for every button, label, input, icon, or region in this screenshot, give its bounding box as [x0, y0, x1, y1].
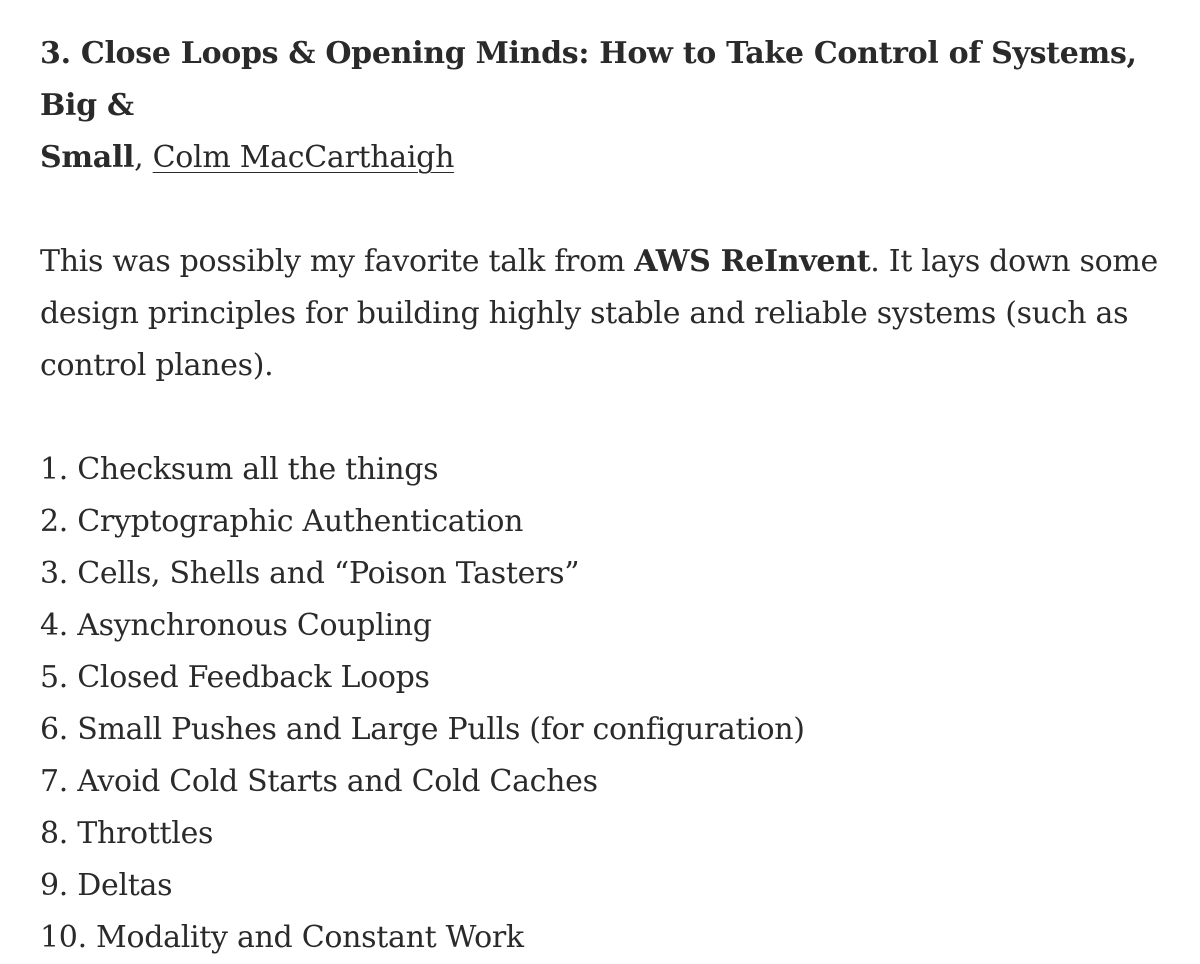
title-separator: ,: [134, 140, 144, 175]
intro-paragraph: [40, 236, 1160, 392]
list-item: 5. Closed Feedback Loops: [40, 660, 430, 695]
intro-text-line2: design principles for building highly stable and reliable systems (such as: [40, 296, 1129, 331]
author-link[interactable]: Colm MacCarthaigh: [152, 140, 455, 175]
list-item: 6. Small Pushes and Large Pulls (for configuration): [40, 712, 805, 747]
list-item: 8. Throttles: [40, 816, 214, 851]
list-item: 1. Checksum all the things: [40, 452, 439, 487]
list-item: 10. Modality and Constant Work: [40, 920, 524, 955]
list-item: 3. Cells, Shells and “Poison Tasters”: [40, 556, 580, 591]
intro-text-after: . It lays down some: [870, 244, 1158, 279]
section-title-line: Close Loops & Opening Minds: How to Take Control of Systems, Big &: [40, 36, 1137, 123]
list-item: 2. Cryptographic Authentication: [40, 504, 524, 539]
intro-text-before: This was possibly my favorite talk from: [40, 244, 635, 279]
section-title-end: Small: [40, 140, 135, 175]
event-name: AWS ReInvent: [634, 244, 871, 279]
list-item: 4. Asynchronous Coupling: [40, 608, 432, 643]
article-section: [40, 28, 1160, 964]
section-number: 3.: [40, 36, 71, 71]
principles-list: [40, 444, 1160, 964]
section-heading: [40, 28, 1160, 184]
list-item: 9. Deltas: [40, 868, 173, 903]
list-item: 7. Avoid Cold Starts and Cold Caches: [40, 764, 598, 799]
intro-text-line3: control planes).: [40, 348, 274, 383]
